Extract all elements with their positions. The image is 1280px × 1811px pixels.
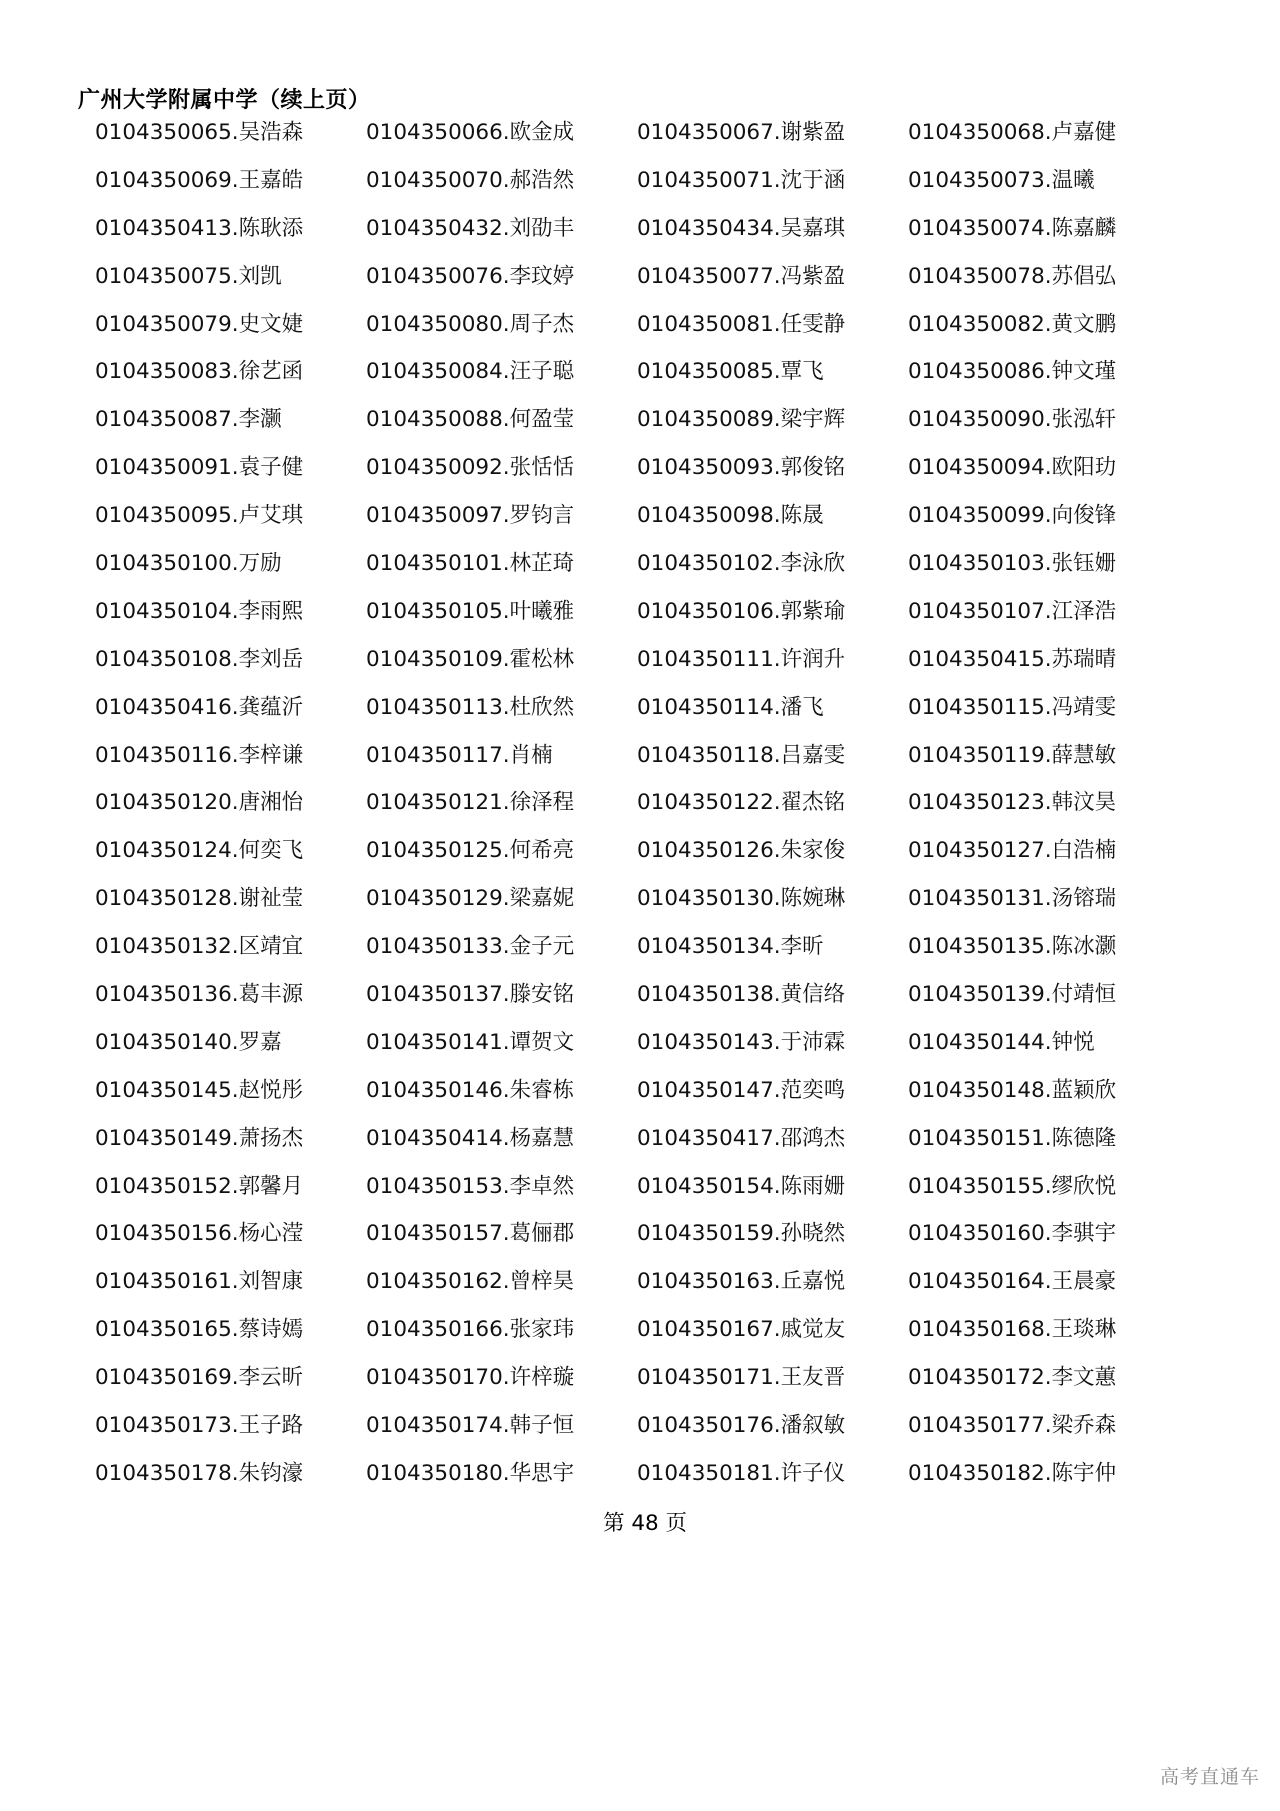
list-item: 0104350167.戚觉友: [637, 1317, 846, 1343]
list-item: 0104350131.汤镕瑞: [908, 886, 1117, 912]
list-item: 0104350154.陈雨姗: [637, 1173, 846, 1199]
list-item: 0104350434.吴嘉琪: [637, 215, 846, 241]
list-item: 0104350117.肖楠: [366, 742, 553, 768]
list-item: 0104350086.钟文瑾: [908, 359, 1117, 385]
list-item: 0104350104.李雨熙: [95, 598, 304, 624]
list-item: 0104350066.欧金成: [366, 120, 575, 145]
list-item: 0104350090.张泓轩: [908, 407, 1117, 433]
list-item: 0104350119.薛慧敏: [908, 742, 1117, 768]
list-item: 0104350174.韩子恒: [366, 1413, 575, 1439]
list-item: 0104350148.蓝颖欣: [908, 1077, 1117, 1103]
list-item: 0104350164.王晨豪: [908, 1269, 1117, 1295]
list-item: 0104350432.刘劭丰: [366, 215, 575, 241]
list-item: 0104350162.曾梓昊: [366, 1269, 575, 1295]
list-item: 0104350147.范奕鸣: [637, 1077, 846, 1103]
list-item: 0104350080.周子杰: [366, 311, 575, 337]
page-number: 第 48 页: [602, 1511, 688, 1536]
list-item: 0104350134.李昕: [637, 934, 824, 960]
list-item: 0104350126.朱家俊: [637, 838, 846, 864]
list-item: 0104350138.黄信络: [637, 982, 846, 1008]
list-item: 0104350181.许子仪: [637, 1460, 846, 1486]
list-item: 0104350415.苏瑞晴: [908, 646, 1117, 672]
list-item: 0104350069.王嘉皓: [95, 167, 304, 193]
list-item: 0104350129.梁嘉妮: [366, 886, 575, 912]
list-item: 0104350146.朱睿栋: [366, 1077, 575, 1103]
list-item: 0104350121.徐泽程: [366, 790, 575, 816]
list-item: 0104350100.万励: [95, 551, 282, 577]
list-item: 0104350075.刘凯: [95, 263, 282, 289]
list-item: 0104350182.陈宇仲: [908, 1460, 1117, 1486]
list-item: 0104350079.史文婕: [95, 311, 304, 337]
list-item: 0104350173.王子路: [95, 1413, 304, 1439]
list-item: 0104350125.何希亮: [366, 838, 575, 864]
list-item: 0104350078.苏倡弘: [908, 263, 1117, 289]
list-item: 0104350105.叶曦雅: [366, 598, 575, 624]
list-item: 0104350132.区靖宜: [95, 934, 304, 960]
list-item: 0104350122.翟杰铭: [637, 790, 846, 816]
list-item: 0104350076.李玟婷: [366, 263, 575, 289]
section-title: 广州大学附属中学（续上页）: [78, 88, 371, 113]
list-item: 0104350414.杨嘉慧: [366, 1125, 575, 1151]
list-item: 0104350098.陈晟: [637, 503, 824, 529]
list-item: 0104350088.何盈莹: [366, 407, 575, 433]
list-item: 0104350116.李梓谦: [95, 742, 304, 768]
list-item: 0104350136.葛丰源: [95, 982, 304, 1008]
list-item: 0104350161.刘智康: [95, 1269, 304, 1295]
list-item: 0104350166.张家玮: [366, 1317, 575, 1343]
watermark: 高考直通车: [1159, 1766, 1260, 1788]
list-item: 0104350137.滕安铭: [366, 982, 575, 1008]
list-item: 0104350416.龚蕴沂: [95, 694, 304, 720]
list-item: 0104350141.谭贺文: [366, 1029, 575, 1055]
list-item: 0104350082.黄文鹏: [908, 311, 1117, 337]
list-item: 0104350108.李刘岳: [95, 646, 304, 672]
list-item: 0104350143.于沛霖: [637, 1029, 846, 1055]
list-item: 0104350103.张钰姗: [908, 551, 1117, 577]
list-item: 0104350102.李泳欣: [637, 551, 846, 577]
list-item: 0104350091.袁子健: [95, 455, 304, 481]
list-item: 0104350087.李灏: [95, 407, 282, 433]
list-item: 0104350152.郭馨月: [95, 1173, 304, 1199]
list-item: 0104350172.李文蕙: [908, 1365, 1117, 1391]
list-item: 0104350073.温曦: [908, 167, 1095, 193]
list-item: 0104350089.梁宇辉: [637, 407, 846, 433]
list-item: 0104350095.卢艾琪: [95, 503, 304, 529]
list-item: 0104350068.卢嘉健: [908, 120, 1117, 145]
list-item: 0104350065.吴浩森: [95, 120, 304, 145]
list-item: 0104350178.朱钧濠: [95, 1460, 304, 1486]
list-item: 0104350081.任雯静: [637, 311, 846, 337]
list-item: 0104350169.李云昕: [95, 1365, 304, 1391]
list-item: 0104350160.李骐宇: [908, 1221, 1117, 1247]
list-item: 0104350145.赵悦彤: [95, 1077, 304, 1103]
list-item: 0104350127.白浩楠: [908, 838, 1117, 864]
list-item: 0104350417.邵鸿杰: [637, 1125, 846, 1151]
list-item: 0104350413.陈耿添: [95, 215, 304, 241]
list-item: 0104350101.林芷琦: [366, 551, 575, 577]
list-item: 0104350163.丘嘉悦: [637, 1269, 846, 1295]
list-item: 0104350156.杨心滢: [95, 1221, 304, 1247]
list-item: 0104350176.潘叙敏: [637, 1413, 846, 1439]
list-item: 0104350099.向俊锋: [908, 503, 1117, 529]
list-item: 0104350135.陈冰灏: [908, 934, 1117, 960]
entry-list: [95, 121, 1195, 1510]
list-item: 0104350092.张恬恬: [366, 455, 575, 481]
list-item: 0104350157.葛俪郡: [366, 1221, 575, 1247]
list-item: 0104350180.华思宇: [366, 1460, 575, 1486]
list-item: 0104350149.萧扬杰: [95, 1125, 304, 1151]
list-item: 0104350107.江泽浩: [908, 598, 1117, 624]
list-item: 0104350093.郭俊铭: [637, 455, 846, 481]
list-item: 0104350140.罗嘉: [95, 1029, 282, 1055]
list-item: 0104350168.王琰琳: [908, 1317, 1117, 1343]
list-item: 0104350115.冯靖雯: [908, 694, 1117, 720]
list-item: 0104350077.冯紫盈: [637, 263, 846, 289]
list-item: 0104350159.孙晓然: [637, 1221, 846, 1247]
list-item: 0104350153.李卓然: [366, 1173, 575, 1199]
list-item: 0104350155.缪欣悦: [908, 1173, 1117, 1199]
list-item: 0104350106.郭紫瑜: [637, 598, 846, 624]
list-item: 0104350171.王友晋: [637, 1365, 846, 1391]
list-item: 0104350067.谢紫盈: [637, 120, 846, 145]
list-item: 0104350084.汪子聪: [366, 359, 575, 385]
list-item: 0104350165.蔡诗嫣: [95, 1317, 304, 1343]
list-item: 0104350124.何奕飞: [95, 838, 304, 864]
list-item: 0104350074.陈嘉麟: [908, 215, 1117, 241]
list-item: 0104350151.陈德隆: [908, 1125, 1117, 1151]
list-item: 0104350128.谢祉莹: [95, 886, 304, 912]
list-item: 0104350177.梁乔森: [908, 1413, 1117, 1439]
list-item: 0104350097.罗钧言: [366, 503, 575, 529]
list-item: 0104350123.韩汶昊: [908, 790, 1117, 816]
list-item: 0104350113.杜欣然: [366, 694, 575, 720]
list-item: 0104350109.霍松林: [366, 646, 575, 672]
list-item: 0104350144.钟悦: [908, 1029, 1095, 1055]
list-item: 0104350114.潘飞: [637, 694, 824, 720]
list-item: 0104350094.欧阳玏: [908, 455, 1117, 481]
list-item: 0104350085.覃飞: [637, 359, 824, 385]
list-item: 0104350118.吕嘉雯: [637, 742, 846, 768]
list-item: 0104350170.许梓璇: [366, 1365, 575, 1391]
list-item: 0104350071.沈于涵: [637, 167, 846, 193]
list-item: 0104350139.付靖恒: [908, 982, 1117, 1008]
list-item: 0104350120.唐湘怡: [95, 790, 304, 816]
list-item: 0104350070.郝浩然: [366, 167, 575, 193]
list-item: 0104350111.许润升: [637, 646, 846, 672]
list-item: 0104350083.徐艺函: [95, 359, 304, 385]
list-item: 0104350133.金子元: [366, 934, 575, 960]
list-item: 0104350130.陈婉琳: [637, 886, 846, 912]
